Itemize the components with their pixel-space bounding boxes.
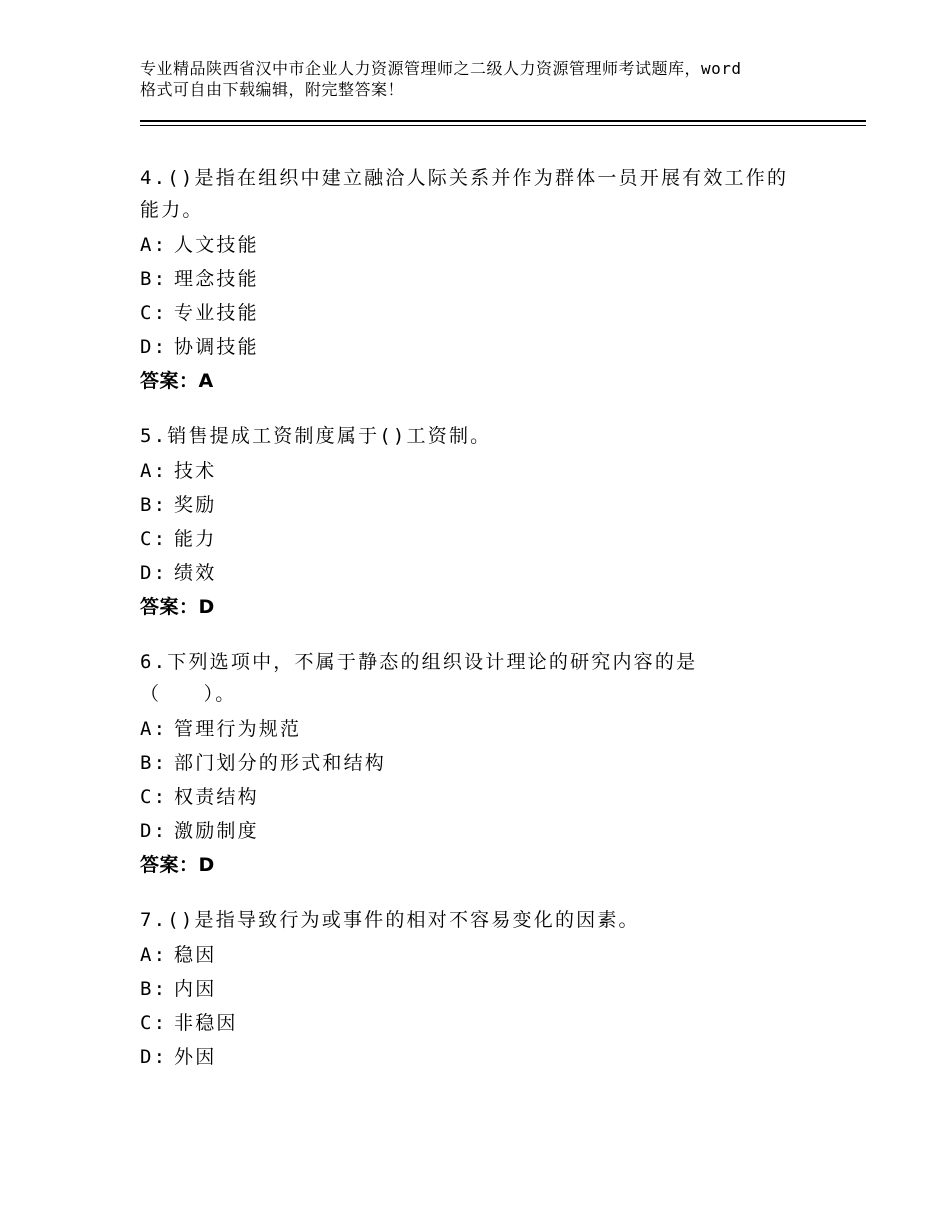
question-list [140, 162, 820, 1096]
question-7 [140, 904, 820, 1074]
question-text-line-1: 6.下列选项中，不属于静态的组织设计理论的研究内容的是 [140, 651, 698, 673]
option-letter: D: [140, 562, 168, 584]
question-text [140, 646, 820, 710]
option-a [140, 938, 820, 972]
option-letter: D: [140, 336, 168, 358]
option-letter: C: [140, 528, 168, 550]
option-letter: D: [140, 1046, 168, 1068]
option-d [140, 814, 820, 848]
option-b [140, 488, 820, 522]
option-a [140, 712, 820, 746]
option-text: 管理行为规范 [174, 718, 302, 740]
option-letter: B: [140, 978, 168, 1000]
option-text: 外因 [174, 1046, 217, 1068]
option-letter: C: [140, 302, 168, 324]
option-text: 奖励 [174, 494, 217, 516]
option-text: 人文技能 [174, 234, 259, 256]
answer-label: 答案：D [140, 854, 215, 876]
question-text-line-1: 7.()是指导致行为或事件的相对不容易变化的因素。 [140, 909, 640, 931]
question-text-line-2: 能力。 [140, 199, 204, 221]
question-6 [140, 646, 820, 882]
option-text: 激励制度 [174, 820, 259, 842]
header-line-1: 专业精品陕西省汉中市企业人力资源管理师之二级人力资源管理师考试题库，word [140, 59, 742, 78]
question-text-line-1: 4.()是指在组织中建立融洽人际关系并作为群体一员开展有效工作的 [140, 167, 789, 189]
answer-label: 答案：D [140, 596, 215, 618]
option-letter: C: [140, 1012, 168, 1034]
option-text: 稳因 [174, 944, 217, 966]
option-letter: B: [140, 268, 168, 290]
option-text: 协调技能 [174, 336, 259, 358]
option-text: 理念技能 [174, 268, 259, 290]
option-d [140, 556, 820, 590]
option-c [140, 1006, 820, 1040]
option-letter: A: [140, 944, 168, 966]
option-text: 部门划分的形式和结构 [174, 752, 387, 774]
option-d [140, 330, 820, 364]
question-text [140, 162, 820, 226]
option-letter: D: [140, 820, 168, 842]
question-text-line-1: 5.销售提成工资制度属于()工资制。 [140, 425, 492, 447]
option-b [140, 972, 820, 1006]
option-c [140, 780, 820, 814]
option-text: 能力 [174, 528, 217, 550]
question-text-line-2: （ ）。 [140, 683, 237, 705]
header-line-2: 格式可自由下载编辑，附完整答案！ [140, 80, 405, 99]
answer-label: 答案：A [140, 370, 214, 392]
option-a [140, 454, 820, 488]
option-letter: B: [140, 752, 168, 774]
option-text: 非稳因 [174, 1012, 238, 1034]
option-a [140, 228, 820, 262]
option-d [140, 1040, 820, 1074]
option-b [140, 746, 820, 780]
option-text: 内因 [174, 978, 217, 1000]
option-b [140, 262, 820, 296]
option-text: 技术 [174, 460, 217, 482]
question-5 [140, 420, 820, 624]
option-letter: A: [140, 460, 168, 482]
question-text [140, 420, 820, 452]
option-letter: B: [140, 494, 168, 516]
option-text: 权责结构 [174, 786, 259, 808]
option-text: 绩效 [174, 562, 217, 584]
option-letter: C: [140, 786, 168, 808]
document-header [140, 58, 840, 100]
question-text [140, 904, 820, 936]
option-letter: A: [140, 718, 168, 740]
header-rule-thick [140, 120, 866, 122]
header-rule-thin [140, 125, 866, 126]
question-4 [140, 162, 820, 398]
option-c [140, 522, 820, 556]
option-letter: A: [140, 234, 168, 256]
option-c [140, 296, 820, 330]
option-text: 专业技能 [174, 302, 259, 324]
